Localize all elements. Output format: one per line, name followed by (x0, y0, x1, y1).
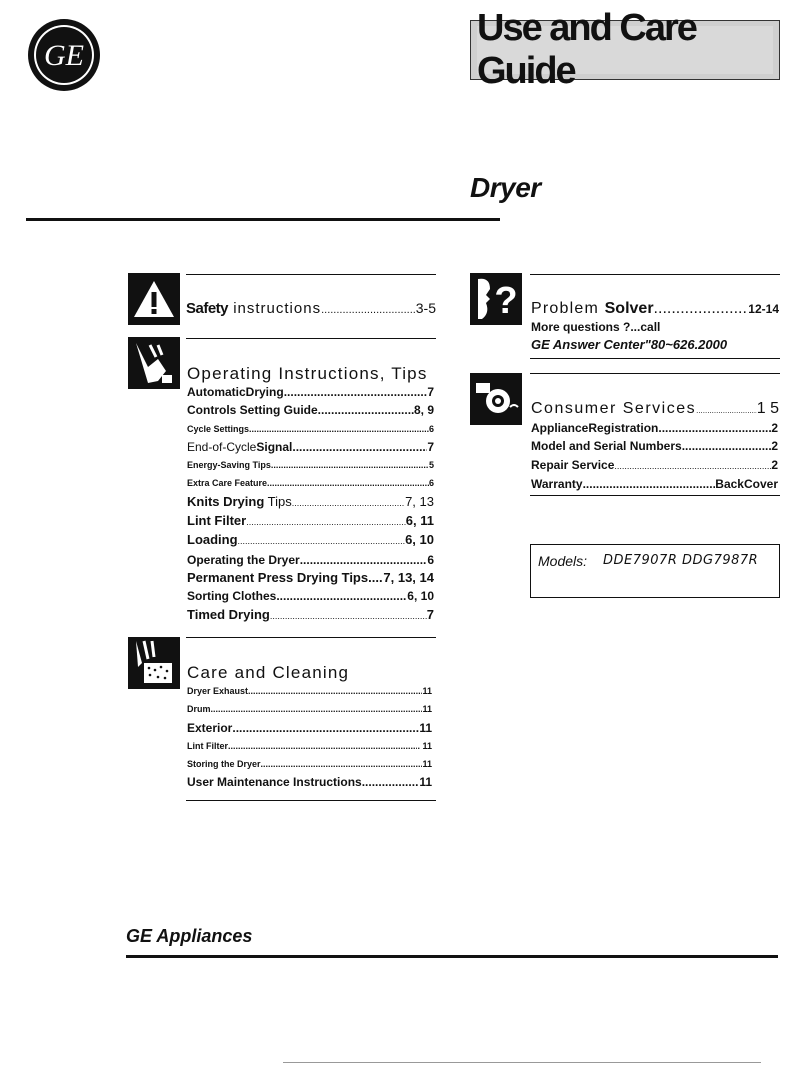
consumer-list (531, 419, 778, 493)
toc-item-operating-the-dryer[interactable]: Operating the Dryer ..... 6 (187, 551, 434, 569)
toc-item-energy-saving-tips[interactable]: Energy-Saving Tips. ..... 5 (187, 456, 434, 474)
hand-with-sponge-icon (128, 637, 180, 689)
more-questions: More questions ?...call (531, 320, 661, 334)
toc-item-model-serial[interactable]: Model and Serial Numbers ..... 2 (531, 437, 778, 455)
toc-problem-solver[interactable] (531, 300, 779, 318)
footer-brand: GE Appliances (126, 926, 253, 946)
toc-item-repair-service[interactable]: Repair Service ..... 2 (531, 456, 778, 475)
phone-dial-icon (470, 373, 522, 425)
brand-title: Use and Care Guide (477, 26, 773, 74)
footer-divider (126, 955, 778, 958)
toc-item-drum[interactable]: Drum ..... 11 (187, 700, 432, 718)
safety-title-rest: instructions (228, 300, 322, 317)
toc-consumer-services[interactable] (531, 400, 779, 418)
brand-title-box (470, 7, 780, 92)
consumer-title: Consumer Services (531, 400, 697, 417)
toc-item-extra-care-feature[interactable]: Extra Care Feature ..... 6 (187, 474, 434, 492)
divider (530, 358, 780, 359)
answer-center: GE Answer Center"80~626.2000 (531, 337, 728, 352)
divider (530, 373, 780, 374)
operating-title: Operating Instructions, Tips (187, 364, 428, 383)
toc-item-user-maintenance[interactable]: User Maintenance Instructions ..... 11 (187, 773, 432, 791)
face-question-mark-icon (470, 273, 522, 325)
toc-item-lint-filter[interactable]: Lint Filter ..... 6, 11 (187, 512, 434, 531)
problem-title-pre: Problem (531, 300, 605, 317)
header-divider (26, 218, 500, 221)
toc-item-knits-drying-tips[interactable]: Knits Drying Tips ..... 7, 13 (187, 493, 434, 512)
toc-item-dryer-exhaust[interactable]: Dryer Exhaust ..... 11 (187, 682, 432, 700)
warning-triangle-icon (128, 273, 180, 325)
models-box (530, 544, 780, 598)
problem-pages: 12-14 (748, 302, 779, 316)
bottom-rule (283, 1062, 761, 1063)
safety-title-bold: Safety (186, 300, 229, 317)
safety-pages: 3-5 (415, 300, 436, 316)
divider (530, 274, 780, 275)
divider (530, 495, 780, 496)
divider (186, 800, 436, 801)
operating-list (187, 383, 434, 625)
models-label: Models: (538, 553, 588, 569)
toc-item-timed-drying[interactable]: Timed Drying ..... 7 (187, 606, 434, 625)
toc-item-sorting-clothes[interactable]: Sorting Clothes ..... 6, 10 (187, 587, 434, 605)
models-value: DDE7907R DDG7987R (603, 553, 759, 568)
care-list (187, 682, 432, 792)
logo-text: GE (44, 39, 84, 72)
toc-item-storing-the-dryer[interactable]: Storing the Dryer ..... 11 (187, 755, 432, 773)
toc-item-end-of-cycle-signal[interactable]: End-of-CycleSignal ..... 7 (187, 438, 434, 456)
hand-pressing-button-icon (128, 337, 180, 389)
ge-logo (27, 18, 101, 92)
toc-item-exterior[interactable]: Exterior ..... 11 (187, 719, 432, 737)
product-title: Dryer (470, 172, 541, 203)
toc-item-appliance-registration[interactable]: ApplianceRegistration ..... 2 (531, 419, 778, 437)
toc-item-permanent-press[interactable]: Permanent Press Drying Tips ..... 7, 13, 14 (187, 569, 434, 587)
svg-text:?: ? (494, 280, 518, 322)
toc-item-warranty[interactable]: Warranty ..... BackCover (531, 475, 778, 493)
toc-item-controls-setting-guide[interactable]: Controls Setting Guide ..... 8, 9 (187, 401, 434, 419)
problem-title-bold: Solver (604, 300, 654, 317)
divider (186, 338, 436, 339)
toc-item-loading[interactable]: Loading ..... 6, 10 (187, 531, 434, 550)
divider (186, 637, 436, 638)
toc-item-lint-filter-care[interactable]: Lint Filter ..... . 11 (187, 737, 432, 755)
care-title: Care and Cleaning (187, 663, 350, 682)
toc-item-automatic-drying[interactable]: AutomaticDrying ..... 7 (187, 383, 434, 401)
consumer-pages: 1 5 (756, 400, 779, 417)
toc-safety[interactable] (186, 300, 436, 317)
divider (186, 274, 436, 275)
toc-item-cycle-settings[interactable]: Cycle Settings ..... 6 (187, 420, 434, 438)
